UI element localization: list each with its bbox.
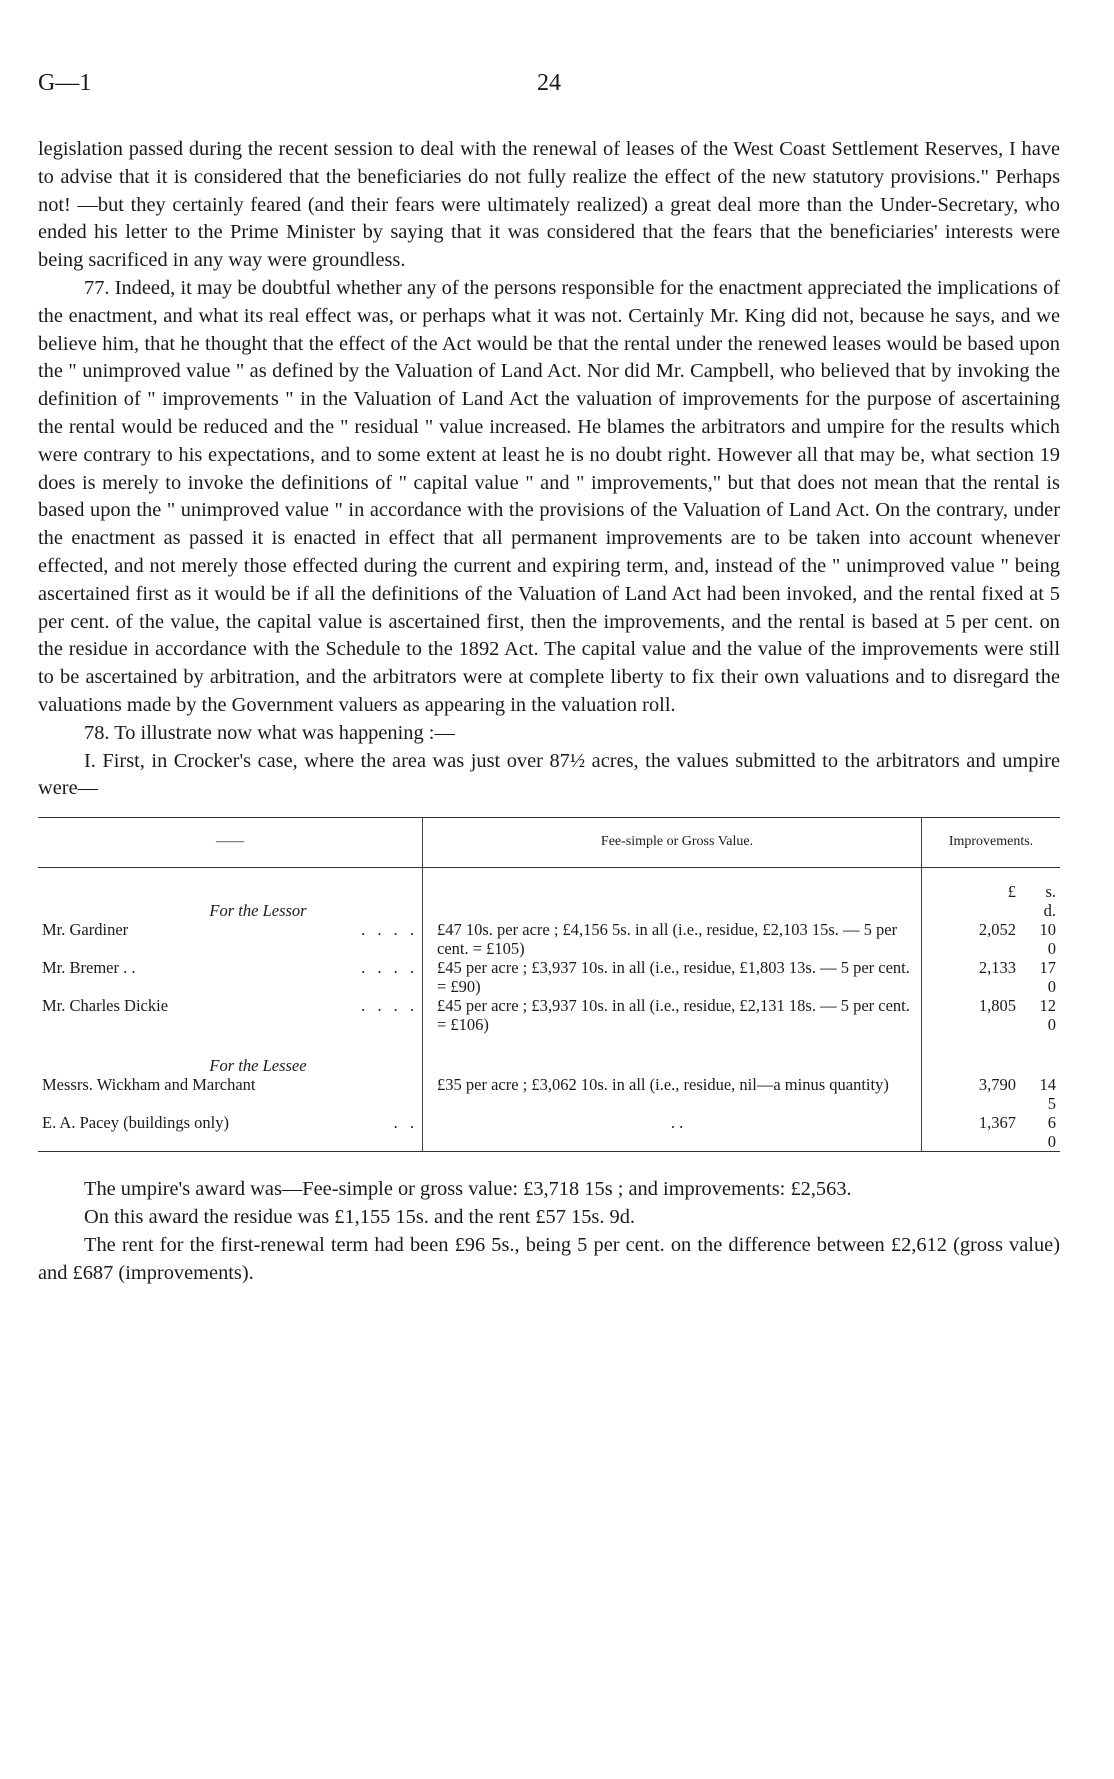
award-summary xyxy=(38,1176,1060,1287)
table-row xyxy=(38,920,1060,958)
party-name: Mr. Bremer . . xyxy=(42,958,136,978)
pence: 5 xyxy=(1047,1094,1056,1114)
table-row xyxy=(38,958,1060,996)
pence: 0 xyxy=(1047,977,1056,997)
pounds: 3,790 xyxy=(978,1075,1016,1095)
shillings: 17 xyxy=(1039,958,1056,978)
document-page xyxy=(38,70,1060,1287)
pounds: 2,052 xyxy=(978,920,1016,940)
pence: 0 xyxy=(1047,1132,1056,1152)
unit-pence: d. xyxy=(1043,901,1056,921)
document-code: G—1 xyxy=(38,70,92,96)
party-name: E. A. Pacey (buildings only) xyxy=(42,1113,229,1133)
table-row xyxy=(38,1113,1060,1152)
column-header-gross-value: Fee-simple or Gross Value. xyxy=(423,818,922,868)
leader-dots: . . . . xyxy=(361,996,418,1016)
paragraph-continued: legislation passed during the recent session to deal with the renewal of leases of the West Coast Settlement Reserves, I have to advise that it is considered that the beneficiaries do not fully realize the effect of the new statutory provisions." Perhaps not! —but they certainly feared (and their fears were ultimately realized) a great deal more than the Under-Secretary, who ended his letter to the Prime Minister by saying that it was considered that the fears that the beneficiaries' interests were being sacrificed in any way were groundless. xyxy=(38,138,1060,272)
body-text xyxy=(38,136,1060,803)
gross-value: £47 10s. per acre ; £4,156 5s. in all (i.e., residue, £2,103 15s. — 5 per cent. = £105) xyxy=(423,920,922,958)
party-name: Mr. Gardiner xyxy=(42,920,129,940)
units-row xyxy=(38,882,1060,920)
pounds: 2,133 xyxy=(978,958,1016,978)
pence: 0 xyxy=(1047,939,1056,959)
party-name: Messrs. Wickham and Marchant xyxy=(42,1075,256,1095)
gross-value: £35 per acre ; £3,062 10s. in all (i.e., residue, nil—a minus quantity) xyxy=(423,1075,922,1113)
column-header-improvements: Improvements. xyxy=(922,818,1061,868)
leader-dots: . . . . xyxy=(361,958,418,978)
group-label-lessee: For the Lessee xyxy=(209,1056,307,1076)
table-header-row xyxy=(38,818,1060,868)
valuation-table xyxy=(38,817,1060,1152)
gross-value: £45 per acre ; £3,937 10s. in all (i.e., residue, £1,803 13s. — 5 per cent. = £90) xyxy=(423,958,922,996)
column-header-party: —— xyxy=(38,818,423,868)
pounds: 1,805 xyxy=(978,996,1016,1016)
award-residue: On this award the residue was £1,155 15s. and the rent £57 15s. 9d. xyxy=(84,1205,636,1228)
leader-dots: . . . . xyxy=(361,920,418,940)
first-renewal-rent: The rent for the first-renewal term had been £96 5s., being 5 per cent. on the difference between £2,612 (gross value) and £687 (improvements). xyxy=(38,1233,1060,1284)
party-name: Mr. Charles Dickie xyxy=(42,996,169,1016)
shillings: 14 xyxy=(1039,1075,1056,1095)
leader-dots: . . xyxy=(393,1113,418,1133)
paragraph-crocker-case: I. First, in Crocker's case, where the area was just over 87½ acres, the values submitted to the arbitrators and umpire were— xyxy=(38,749,1060,800)
group-row-lessee xyxy=(38,1034,1060,1075)
page-number: 24 xyxy=(537,70,561,96)
table-row xyxy=(38,1075,1060,1113)
paragraph-77: 77. Indeed, it may be doubtful whether any of the persons responsible for the enactment appreciated the implications of the enactment, and what its real effect was, or perhaps what it was not. Certainly Mr. King did not, because he says, and we believe him, that he thought that the effect of the Act would be that the rental under the renewed leases would be based upon the " unimproved value " as defined by the Valuation of Land Act. Nor did Mr. Campbell, who believed that by invoking the definition of " improvements " in the Valuation of Land Act the valuation of improvements for the purpose of ascertaining the rental would be reduced and the " residual " value increased. He blames the arbitrators and umpire for the results which were contrary to his expectations, and to some extent at least he is no doubt right. However all that may be, what section 19 does is merely to invoke the definitions of " capital value " and " improvements," but that does not mean that the rental is based upon the " unimproved value " in accordance with the provisions of the Valuation of Land Act. On the contrary, under the enactment as passed it is enacted in effect that all permanent improvements are to be taken into account whenever effected, and not merely those effected during the current and expiring term, and, instead of the " unimproved value " being ascertained first as it would be if all the definitions of the Valuation of Land Act had been invoked, and the rental fixed at 5 per cent. of the value, the capital value is ascertained first, then the improvements, and the rental is based at 5 per cent. on the residue in accordance with the Schedule to the 1892 Act. The capital value and the value of the improvements were still to be ascertained by arbitration, and the arbitrators were at complete liberty to fix their own valuations and to disregard the valuations made by the Government valuers as appearing in the valuation roll. xyxy=(38,276,1060,716)
shillings: 10 xyxy=(1039,920,1056,940)
unit-shillings: s. xyxy=(1045,882,1056,902)
group-label-lessor: For the Lessor xyxy=(209,901,307,921)
shillings: 12 xyxy=(1039,996,1056,1016)
unit-pounds: £ xyxy=(1007,882,1016,902)
paragraph-78: 78. To illustrate now what was happening :— xyxy=(84,721,455,744)
umpire-award: The umpire's award was—Fee-simple or gross value: £3,718 15s ; and improvements: £2,563. xyxy=(84,1178,852,1201)
gross-value: . . xyxy=(423,1113,922,1152)
gross-value: £45 per acre ; £3,937 10s. in all (i.e., residue, £2,131 18s. — 5 per cent. = £106) xyxy=(423,996,922,1034)
pounds: 1,367 xyxy=(978,1113,1016,1133)
pence: 0 xyxy=(1047,1015,1056,1035)
shillings: 6 xyxy=(1047,1113,1056,1133)
page-header xyxy=(38,70,1060,110)
table-row xyxy=(38,996,1060,1034)
